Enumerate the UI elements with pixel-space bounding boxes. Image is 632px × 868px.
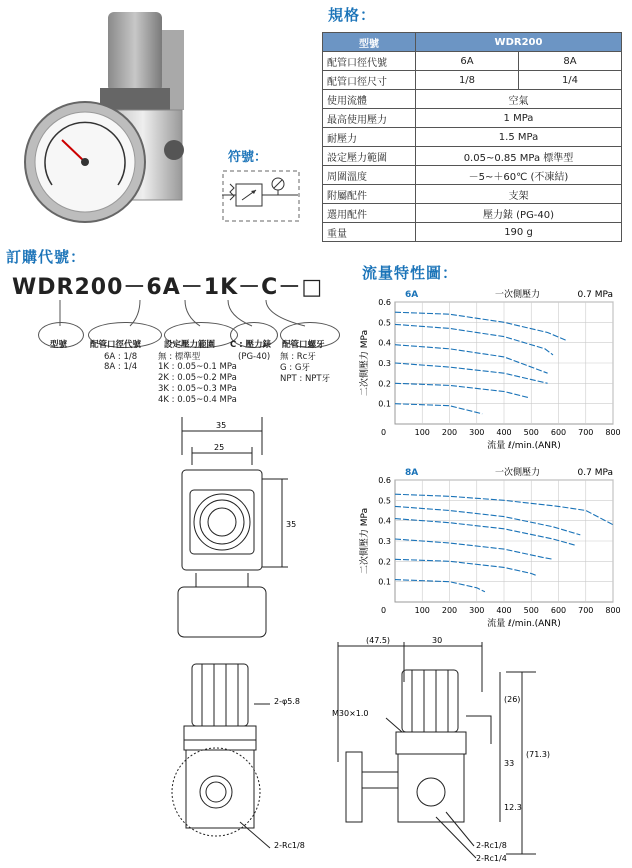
dim-35: 35 xyxy=(216,421,227,430)
flow-title: 流量特性圖： xyxy=(362,264,459,282)
port-title: 配管口徑代號 xyxy=(90,340,142,350)
range-title: 設定壓力範圍 xyxy=(164,340,216,350)
thread-item: NPT : NPT牙 xyxy=(280,374,331,384)
gauge-title: C : 壓力錶 xyxy=(230,340,272,350)
spec-value: 190 g xyxy=(416,223,622,242)
x-tick-label: 700 xyxy=(578,428,594,437)
code-dash: － xyxy=(278,275,302,300)
spec-label: 設定壓力範圍 xyxy=(323,147,416,166)
dim-25: 25 xyxy=(214,443,225,452)
zero-label: 0 xyxy=(381,428,387,437)
spec-label: 配管口徑代號 xyxy=(323,52,416,71)
series-line-4 xyxy=(395,539,553,559)
x-tick-label: 800 xyxy=(605,606,621,615)
spec-label: 選用配件 xyxy=(323,204,416,223)
spec-label: 附屬配件 xyxy=(323,185,416,204)
code-gauge: C xyxy=(261,275,279,300)
chart-title: 6A xyxy=(405,290,419,300)
dim-12-3: 12.3 xyxy=(504,803,522,812)
spec-value: 空氣 xyxy=(416,90,622,109)
y-tick-label: 0.5 xyxy=(378,496,391,506)
spec-value: 8A xyxy=(518,52,621,71)
section-view-drawing xyxy=(326,632,556,868)
spec-label: 耐壓力 xyxy=(323,128,416,147)
series-line-2 xyxy=(395,324,553,355)
y-tick-label: 0.5 xyxy=(378,318,391,328)
x-tick-label: 500 xyxy=(523,428,539,437)
spec-label: 配管口徑尺寸 xyxy=(323,71,416,90)
series-line-6 xyxy=(395,404,482,414)
x-tick-label: 400 xyxy=(496,606,512,615)
x-tick-label: 300 xyxy=(469,606,485,615)
x-tick-label: 600 xyxy=(550,606,567,615)
y-axis-label: 二次側壓力 MPa xyxy=(360,507,370,575)
x-axis-label: 流量 ℓ/min.(ANR) xyxy=(487,619,561,629)
code-thread: □ xyxy=(301,275,324,300)
x-tick-label: 100 xyxy=(414,606,430,615)
spec-label: 最高使用壓力 xyxy=(323,109,416,128)
x-tick-label: 700 xyxy=(578,606,594,615)
zero-label: 0 xyxy=(381,606,387,615)
range-item: 1K : 0.05~0.1 MPa xyxy=(158,362,237,372)
spec-value: 1/4 xyxy=(518,71,621,90)
spec-label: 使用流體 xyxy=(323,90,416,109)
thread-title: 配管口螺牙 xyxy=(282,340,325,350)
dim-26: (26) xyxy=(504,695,521,704)
dim-30: 30 xyxy=(432,636,443,645)
x-tick-label: 400 xyxy=(496,428,512,437)
series-line-5 xyxy=(395,559,537,575)
y-tick-label: 0.1 xyxy=(378,399,391,409)
range-item: 2K : 0.05~0.2 MPa xyxy=(158,373,237,383)
spec-label: 重量 xyxy=(323,223,416,242)
spec-value: 6A xyxy=(416,52,519,71)
y-tick-label: 0.3 xyxy=(378,359,391,368)
spec-table xyxy=(322,32,622,242)
y-tick-label: 0.6 xyxy=(378,476,391,485)
port-item: 6A : 1/8 xyxy=(104,352,138,362)
series-line-4 xyxy=(395,363,548,383)
chart-annotation: 0.7 MPa xyxy=(577,290,613,300)
spec-value: 1/8 xyxy=(416,71,519,90)
chart-title: 8A xyxy=(405,468,419,478)
x-tick-label: 500 xyxy=(523,606,539,615)
thread-item: 無 : Rc牙 xyxy=(280,352,316,362)
hole-label: 2-φ5.8 xyxy=(274,697,300,706)
y-tick-label: 0.2 xyxy=(378,379,391,389)
dim-47-5: (47.5) xyxy=(366,636,391,645)
code-dash: － xyxy=(123,275,147,300)
y-tick-label: 0.1 xyxy=(378,577,391,587)
x-tick-label: 800 xyxy=(605,428,621,437)
x-tick-label: 100 xyxy=(414,428,430,437)
chart-annotation: 0.7 MPa xyxy=(577,468,613,478)
chart-subtitle: 一次側壓力 xyxy=(495,468,541,478)
range-item: 3K : 0.05~0.3 MPa xyxy=(158,384,237,394)
y-axis-label: 二次側壓力 MPa xyxy=(360,329,370,397)
port-item: 8A : 1/4 xyxy=(104,362,138,372)
y-tick-label: 0.2 xyxy=(378,557,391,567)
spec-label: 周圍溫度 xyxy=(323,166,416,185)
port-left-label: 2-Rc1/8 xyxy=(274,841,305,850)
code-port: 6A xyxy=(146,275,181,300)
code-dash: － xyxy=(238,275,262,300)
spec-value: 1.5 MPa xyxy=(416,128,622,147)
series-line-5 xyxy=(395,383,529,397)
flow-chart-6a xyxy=(355,282,632,452)
order-title: 訂購代號： xyxy=(6,248,87,266)
pneumatic-symbol xyxy=(222,170,300,222)
y-tick-label: 0.4 xyxy=(378,516,391,526)
model-label: 型號 xyxy=(50,340,68,350)
spec-value: 支架 xyxy=(416,185,622,204)
range-item: 4K : 0.05~0.4 MPa xyxy=(158,395,237,405)
port-right-1: 2-Rc1/8 xyxy=(476,841,507,850)
product-photo xyxy=(0,0,210,235)
symbol-label: 符號： xyxy=(228,150,268,165)
x-axis-label: 流量 ℓ/min.(ANR) xyxy=(487,441,561,451)
code-model: WDR200 xyxy=(12,275,124,300)
x-tick-label: 200 xyxy=(441,606,458,615)
y-tick-label: 0.4 xyxy=(378,338,391,348)
x-tick-label: 300 xyxy=(469,428,485,437)
spec-title: 規格： xyxy=(328,6,377,24)
range-item: 無 : 標準型 xyxy=(158,352,201,362)
spec-value: －5~＋60℃ (不凍結) xyxy=(416,166,622,185)
spec-header-label: 型號 xyxy=(323,33,416,52)
y-tick-label: 0.3 xyxy=(378,537,391,546)
side-view-drawing xyxy=(170,652,330,862)
code-dash: － xyxy=(180,275,204,300)
spec-value: 0.05~0.85 MPa 標準型 xyxy=(416,147,622,166)
dim-35-vertical: 35 xyxy=(286,520,297,529)
thread-m30: M30×1.0 xyxy=(332,709,369,718)
thread-item: G : G牙 xyxy=(280,363,310,373)
dim-71-3: (71.3) xyxy=(526,750,551,759)
flow-chart-8a xyxy=(355,460,632,630)
front-view-drawing xyxy=(150,415,300,640)
spec-value: 1 MPa xyxy=(416,109,622,128)
dim-33: 33 xyxy=(504,759,515,768)
spec-value: 壓力錶 (PG-40) xyxy=(416,204,622,223)
series-line-3 xyxy=(395,345,548,374)
chart-subtitle: 一次側壓力 xyxy=(495,290,541,300)
spec-header-model: WDR200 xyxy=(416,33,622,52)
gauge-sub: (PG-40) xyxy=(238,352,271,362)
x-tick-label: 600 xyxy=(550,428,567,437)
port-right-2: 2-Rc1/4 xyxy=(476,854,507,863)
code-range: 1K xyxy=(203,275,239,300)
x-tick-label: 200 xyxy=(441,428,458,437)
y-tick-label: 0.6 xyxy=(378,298,391,307)
